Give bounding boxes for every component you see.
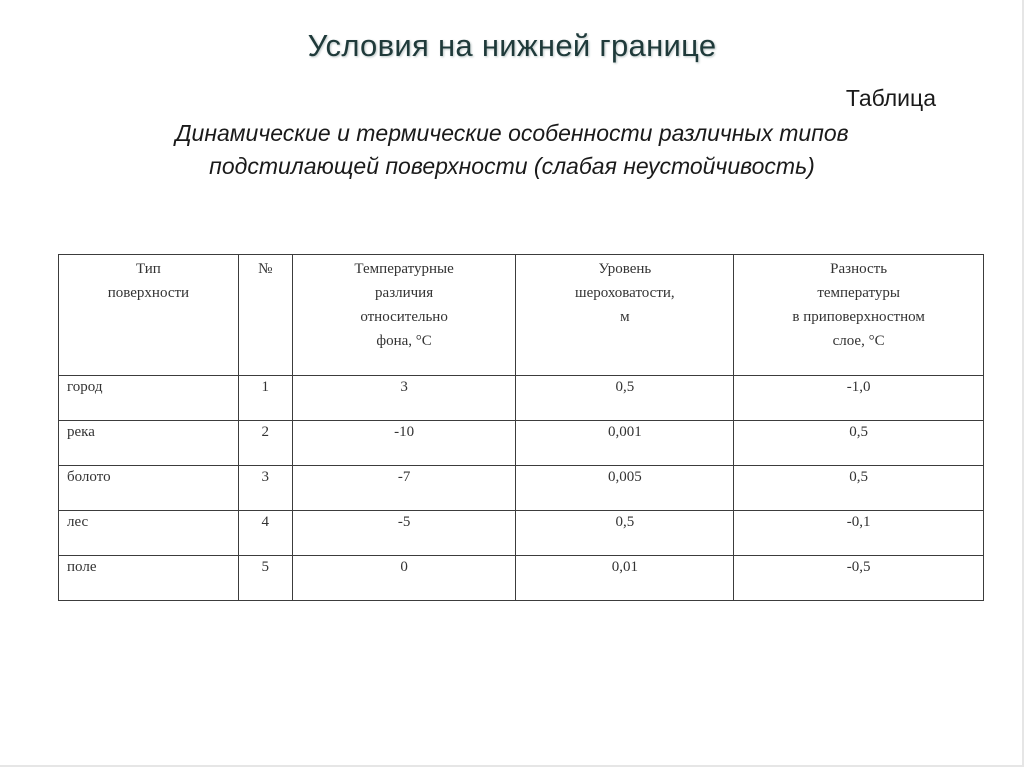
- header-roughness-level: Уровень шероховатости, м: [516, 255, 734, 376]
- header-surface-type: Тип поверхности: [59, 255, 239, 376]
- table-label: Таблица: [845, 85, 936, 111]
- table-row: [59, 511, 984, 556]
- cell-surface-type: город: [59, 376, 239, 421]
- table-row: [59, 376, 984, 421]
- header-temperature-difference: Температурные различия относительно фона, °С: [292, 255, 516, 376]
- caption-line-2: подстилающей поверхности (слабая неустойчивость): [209, 153, 815, 179]
- header-surface-layer-temp-diff: Разность температуры в приповерхностном слое, °С: [734, 255, 984, 376]
- table-row: [59, 556, 984, 601]
- cell-number: 2: [238, 421, 292, 466]
- cell-surface-layer-temp-diff: -1,0: [734, 376, 984, 421]
- cell-temperature-difference: -5: [292, 511, 516, 556]
- cell-surface-type: лес: [59, 511, 239, 556]
- cell-temperature-difference: -10: [292, 421, 516, 466]
- cell-roughness-level: 0,5: [516, 511, 734, 556]
- cell-surface-layer-temp-diff: -0,5: [734, 556, 984, 601]
- cell-roughness-level: 0,01: [516, 556, 734, 601]
- cell-temperature-difference: -7: [292, 466, 516, 511]
- slide-title: Условия на нижней границе: [307, 28, 717, 63]
- cell-roughness-level: 0,005: [516, 466, 734, 511]
- table-row: [59, 421, 984, 466]
- cell-roughness-level: 0,5: [516, 376, 734, 421]
- cell-surface-type: болото: [59, 466, 239, 511]
- cell-surface-layer-temp-diff: 0,5: [734, 466, 984, 511]
- table-header-row: [59, 255, 984, 376]
- cell-surface-layer-temp-diff: 0,5: [734, 421, 984, 466]
- cell-surface-type: поле: [59, 556, 239, 601]
- caption-line-1: Динамические и термические особенности различных типов: [175, 120, 849, 146]
- header-number: №: [238, 255, 292, 376]
- cell-number: 5: [238, 556, 292, 601]
- cell-surface-layer-temp-diff: -0,1: [734, 511, 984, 556]
- table-caption: [0, 117, 1024, 183]
- cell-roughness-level: 0,001: [516, 421, 734, 466]
- cell-temperature-difference: 0: [292, 556, 516, 601]
- cell-surface-type: река: [59, 421, 239, 466]
- cell-temperature-difference: 3: [292, 376, 516, 421]
- table-row: [59, 466, 984, 511]
- cell-number: 3: [238, 466, 292, 511]
- cell-number: 4: [238, 511, 292, 556]
- surface-table: [58, 254, 984, 601]
- cell-number: 1: [238, 376, 292, 421]
